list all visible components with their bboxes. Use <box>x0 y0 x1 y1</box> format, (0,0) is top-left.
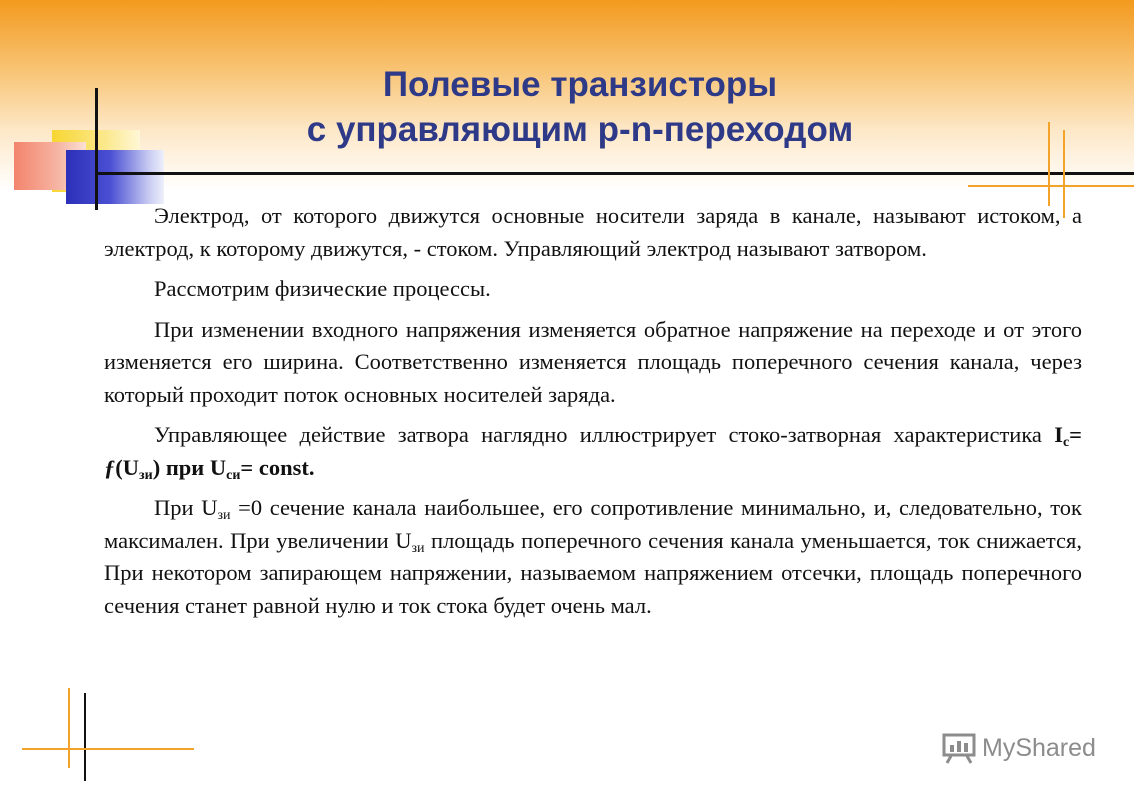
presentation-board-icon <box>942 732 976 764</box>
decor-orange-horizontal-line <box>22 748 194 750</box>
characteristic-formula: $I_c=$ $ƒ(U_{зи})$ при $U_{си}=$ const. <box>104 422 1082 483</box>
paragraph-processes: Рассмотрим физические процессы. <box>154 276 491 301</box>
decor-horizontal-line <box>95 172 1134 175</box>
decor-blue-square <box>66 150 164 204</box>
decor-orange-vertical-line <box>68 688 70 768</box>
paragraph-input-voltage: При изменении входного напряжения изменяется обратное напряжение на переходе и от этого изменяется его ширина. Соответственно изменяется площадь поперечного сечения канала, через который проходит поток основных носителей заряда. <box>104 316 1082 407</box>
slide-title-line1: Полевые транзисторы <box>382 65 778 104</box>
watermark-label: MyShared <box>982 733 1096 762</box>
decor-orange-vertical-line <box>1048 122 1050 206</box>
decor-orange-horizontal-line <box>968 185 1134 187</box>
slide-title <box>230 62 930 152</box>
paragraph-cutoff: При $U_{зи} =0$ сечение канала наибольшее, его сопротивление минимально, и, следовательно, ток максимален. При увеличении $U_{зи}$ площадь поперечного сечения канала уменьшается, ток снижается, При некотором запирающем напряжении, называемом напряжением отсечки, площадь поперечного сечения станет равной нулю и ток стока будет очень мал. <box>104 495 1082 618</box>
gate-action-text: Управляющее действие затвора наглядно иллюстрирует стоко-затворная характеристика <box>154 422 1055 447</box>
slide-title-line2: с управляющим p-n-переходом <box>306 110 854 149</box>
decor-vertical-line <box>95 88 98 210</box>
paragraph-electrodes: Электрод, от которого движутся основные носители заряда в канале, называют истоком, а электрод, к которому движутся, - стоком. Управляющий электрод называют затвором. <box>104 203 1082 261</box>
decor-black-vertical-line <box>84 693 86 781</box>
slide-body <box>104 200 1082 630</box>
paragraph-gate-action <box>104 419 1082 484</box>
myshared-watermark[interactable] <box>942 730 1096 766</box>
